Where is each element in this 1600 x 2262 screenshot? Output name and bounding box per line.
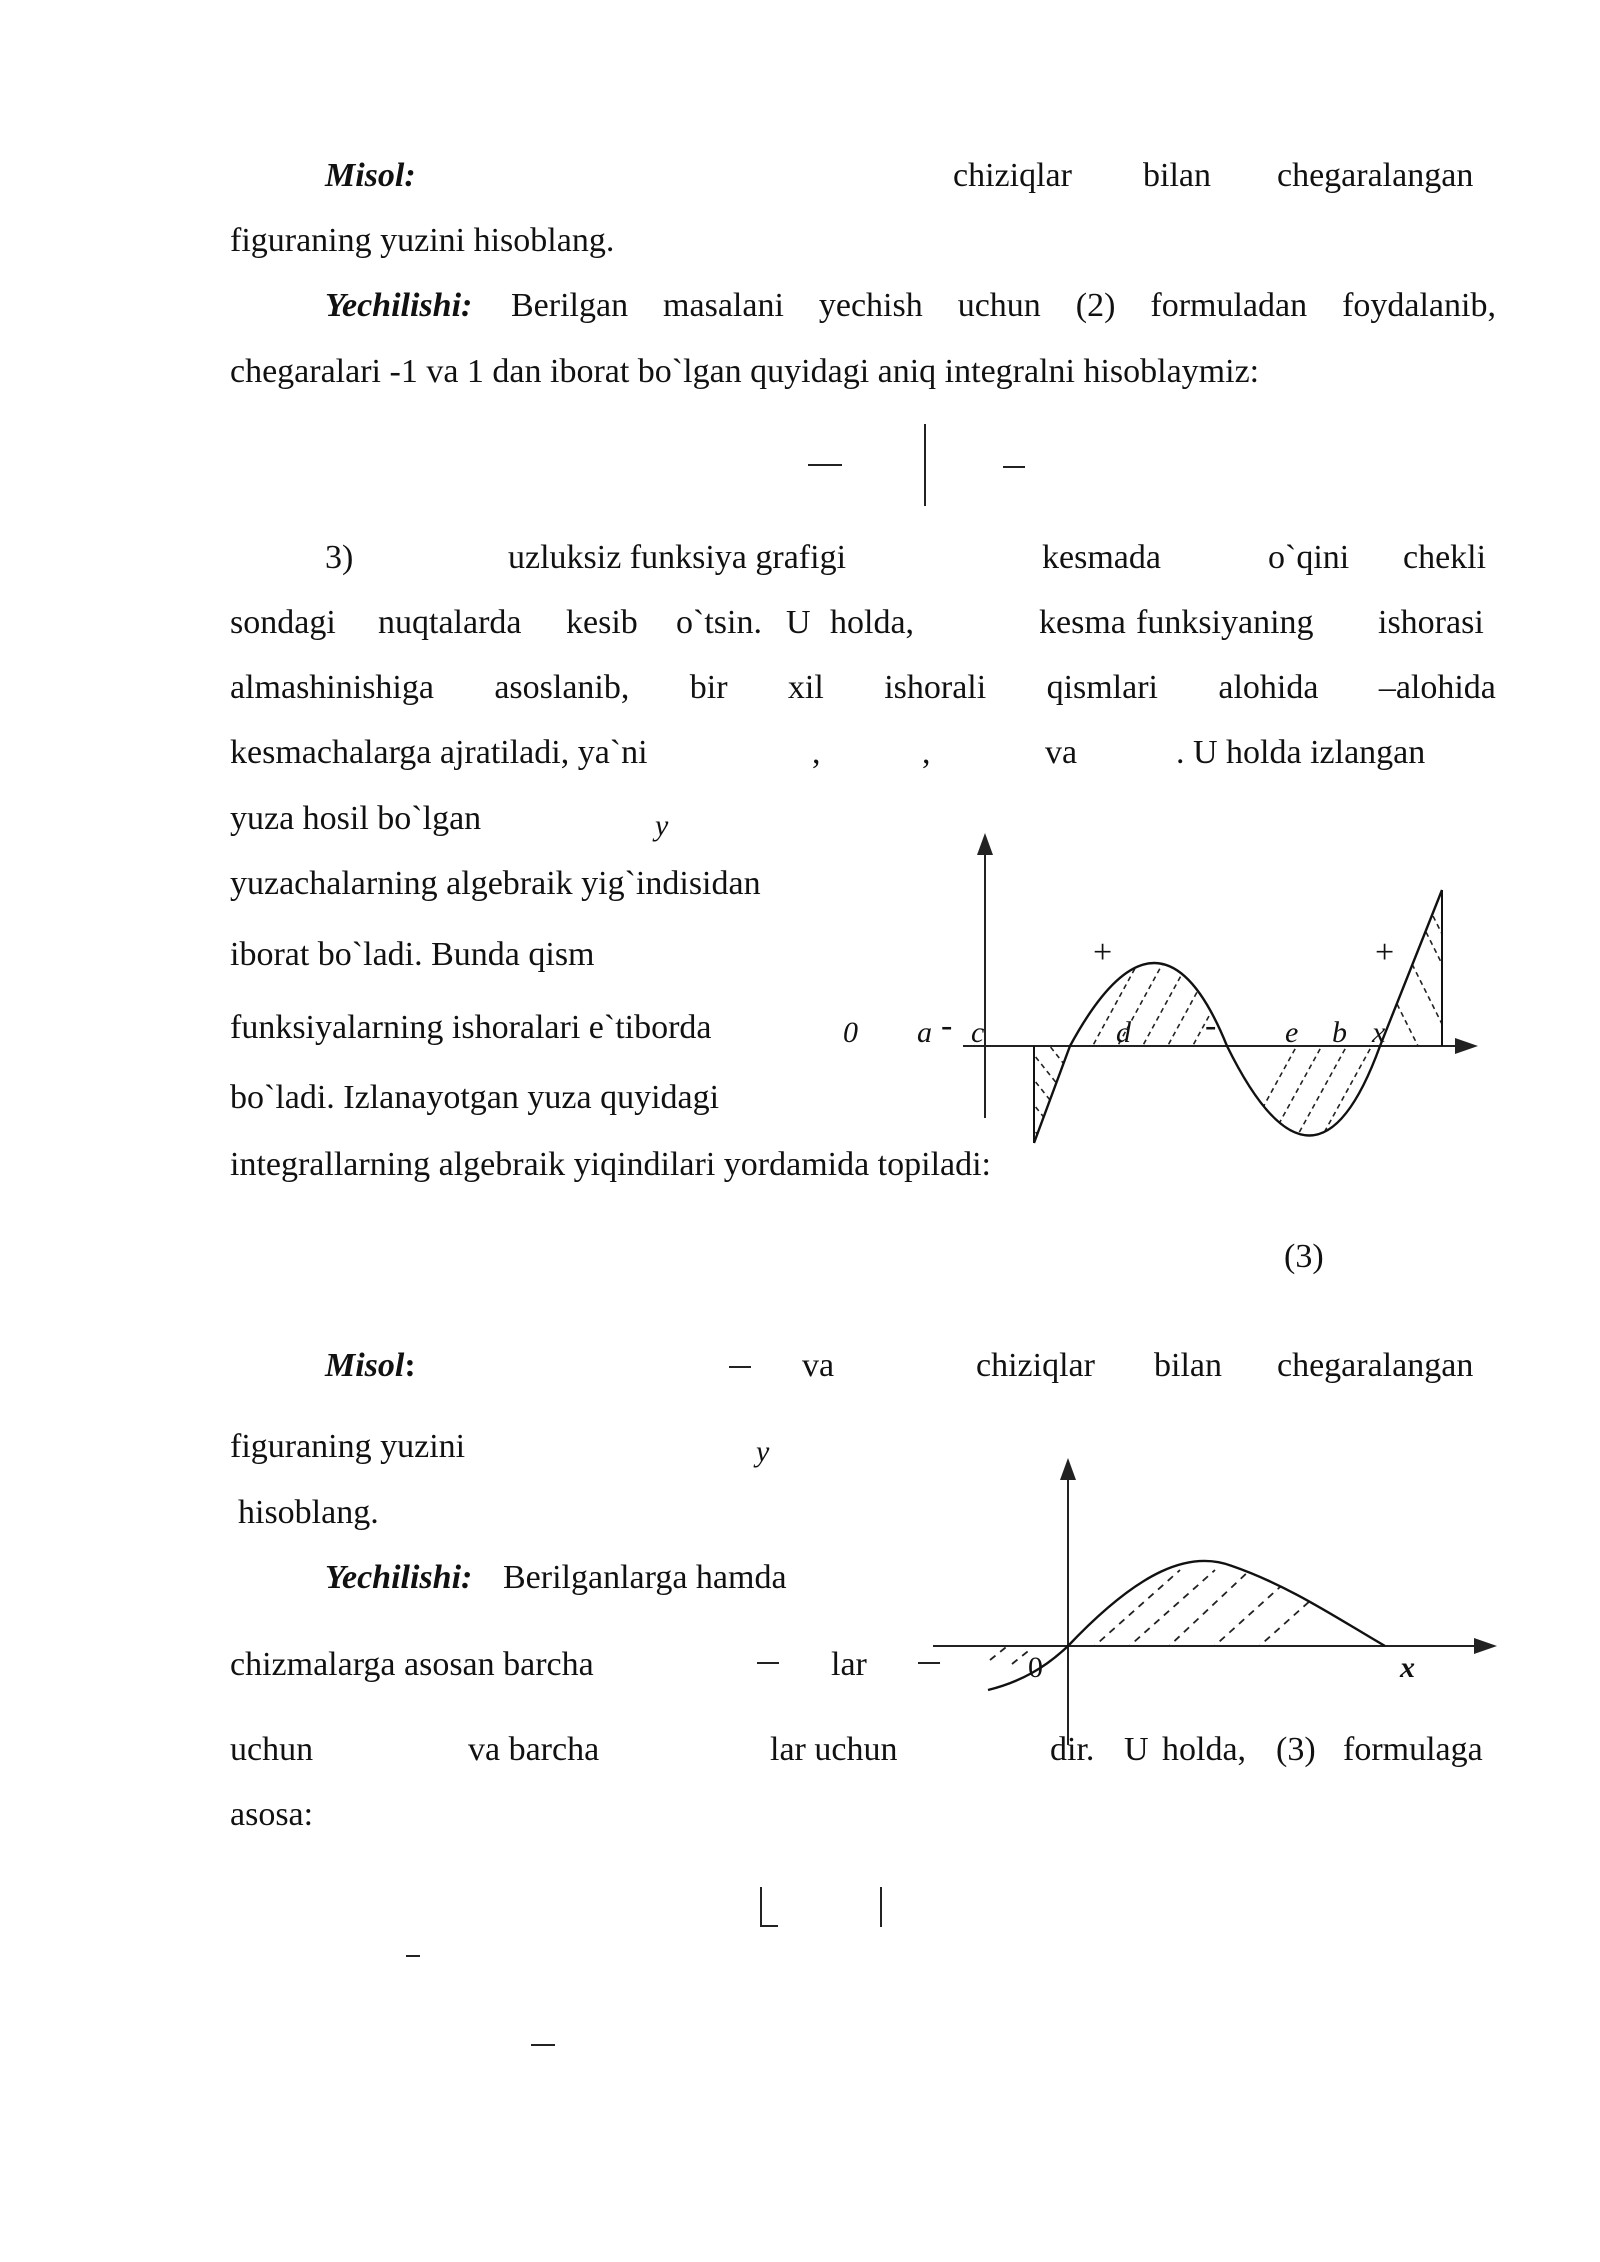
- case3-word: holda,: [830, 604, 915, 641]
- figure1-point-c: c: [971, 1016, 985, 1049]
- word: formuladan: [1150, 287, 1308, 324]
- example2-label-text: Misol: [325, 1347, 405, 1384]
- ex2-word-lar: lar: [831, 1646, 867, 1683]
- case3-line6: yuzachalarning algebraik yig`indisidan: [230, 865, 761, 902]
- case3-text: uzluksiz funksiya grafigi: [508, 539, 847, 576]
- case3-word: funksiyaning: [1136, 604, 1314, 641]
- figure1-point-d: d: [1116, 1016, 1131, 1049]
- word: ishorali: [884, 669, 987, 706]
- ex2-line5: chizmalarga asosan barcha: [230, 1646, 594, 1683]
- equation-number: (3): [1284, 1238, 1324, 1275]
- figure2-origin-label: 0: [1028, 1651, 1043, 1684]
- case3-word: chekli: [1403, 539, 1487, 576]
- word: foydalanib,: [1342, 287, 1496, 324]
- case3-word: o`qini: [1268, 539, 1350, 576]
- case3-word: kesmada: [1042, 539, 1161, 576]
- ex2-word: formulaga: [1343, 1731, 1483, 1768]
- ex2-solution-rest: Berilganlarga hamda: [503, 1559, 787, 1596]
- case3-word: kesma: [1039, 604, 1126, 641]
- figure1-point-x: x: [1372, 1016, 1386, 1049]
- case3-line4: kesmachalarga ajratiladi, ya`ni: [230, 734, 648, 771]
- case3-word: U: [786, 604, 811, 641]
- word: (2): [1075, 287, 1116, 324]
- ex2-word: uchun: [230, 1731, 314, 1768]
- figure1-plus-sign: +: [1375, 934, 1395, 971]
- ex2-word: holda,: [1162, 1731, 1247, 1768]
- figure1-origin-label: 0: [843, 1016, 858, 1049]
- comma: ,: [922, 734, 931, 771]
- ex2-line7: asosa:: [230, 1796, 314, 1833]
- word-va: va: [1045, 734, 1078, 771]
- word: –alohida: [1378, 669, 1496, 706]
- word: almashinishiga: [230, 669, 434, 706]
- ex2-word-bilan: bilan: [1154, 1347, 1222, 1384]
- ex2-word: lar uchun: [770, 1731, 898, 1768]
- ex2-word-chiziqlar: chiziqlar: [976, 1347, 1095, 1384]
- word: yechish: [818, 287, 923, 324]
- case3-line4-end: . U holda izlangan: [1176, 734, 1426, 771]
- ex1-word-bilan: bilan: [1143, 157, 1211, 194]
- case3-word: ishorasi: [1378, 604, 1484, 641]
- word: alohida: [1218, 669, 1319, 706]
- word: asoslanib,: [494, 669, 630, 706]
- ex1-word-chiziqlar: chiziqlar: [953, 157, 1072, 194]
- word: Berilgan: [511, 287, 629, 324]
- case3-line10: integrallarning algebraik yiqindilari yordamida topiladi:: [230, 1146, 991, 1183]
- word: xil: [787, 669, 824, 706]
- word: qismlari: [1046, 669, 1158, 706]
- ex1-line2: figuraning yuzini hisoblang.: [230, 222, 615, 259]
- case3-word: nuqtalarda: [378, 604, 522, 641]
- ex2-solution-label: Yechilishi:: [325, 1559, 473, 1596]
- figure1-point-b: b: [1332, 1016, 1347, 1049]
- word: masalani: [663, 287, 784, 324]
- example2-colon: :: [404, 1347, 416, 1384]
- case3-line8: funksiyalarning ishoralari e`tiborda: [230, 1009, 712, 1046]
- ex1-solution-label: Yechilishi:: [325, 287, 473, 324]
- word: uchun: [957, 287, 1041, 324]
- figure2-y-label: y: [756, 1435, 770, 1468]
- figure1-plus-sign: +: [1093, 934, 1113, 971]
- case3-line9: bo`ladi. Izlanayotgan yuza quyidagi: [230, 1079, 720, 1116]
- case3-line5: yuza hosil bo`lgan: [230, 800, 482, 837]
- figure1-minus-sign: -: [941, 1007, 953, 1044]
- example1-label: Misol:: [325, 157, 416, 194]
- case3-line7: iborat bo`ladi. Bunda qism: [230, 936, 595, 973]
- figure1-point-e: e: [1285, 1016, 1299, 1049]
- ex2-word: (3): [1276, 1731, 1316, 1768]
- ex2-word-chegaralangan: chegaralangan: [1277, 1347, 1474, 1384]
- ex2-word: dir.: [1050, 1731, 1095, 1768]
- case3-number: 3): [325, 539, 354, 576]
- ex2-word-va: va: [802, 1347, 835, 1384]
- figure1-y-label: y: [655, 809, 669, 842]
- figure1-minus-sign: -: [1205, 1007, 1217, 1044]
- ex2-word: va barcha: [468, 1731, 600, 1768]
- ex2-word: U: [1124, 1731, 1149, 1768]
- figure1-point-a: a: [917, 1016, 932, 1049]
- ex1-word-chegaralangan: chegaralangan: [1277, 157, 1474, 194]
- case3-word: kesib: [566, 604, 638, 641]
- case3-word: o`tsin.: [676, 604, 762, 641]
- word: bir: [689, 669, 728, 706]
- case3-word: sondagi: [230, 604, 336, 641]
- ex2-line2: figuraning yuzini: [230, 1428, 466, 1465]
- figure2-x-label: x: [1400, 1651, 1415, 1684]
- ex1-solution-line2: chegaralari -1 va 1 dan iborat bo`lgan quyidagi aniq integralni hisoblaymiz:: [230, 353, 1260, 390]
- comma: ,: [812, 734, 821, 771]
- ex2-line3: hisoblang.: [238, 1494, 379, 1531]
